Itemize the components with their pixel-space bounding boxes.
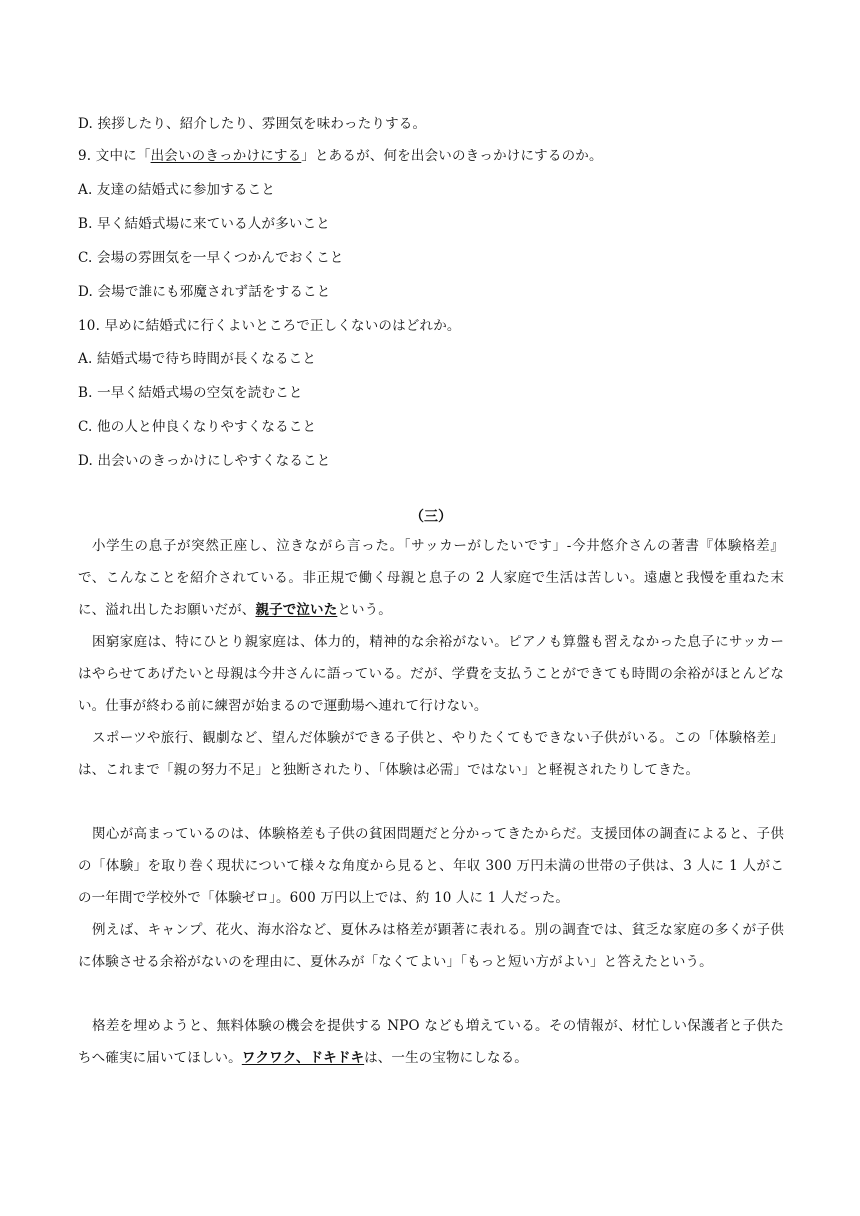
q9-option-c: C. 会場の雰囲気を一早くつかんでおくこと [78, 250, 344, 266]
section-title: （三） [410, 509, 452, 525]
p1-tail: という。 [337, 602, 392, 618]
passage-paragraph-4: 関心が高まっているのは、体験格差も子供の貧困問題だと分かってきたからだ。支援団体の調査によると、子供の「体験」を取り巻く現状について様々な角度から見ると、年収 300 万円未満の世帯の子供は、3 人に 1 人がこの一年間で学校外で「体験ゼロ」。600 万円以上では、約 10 人に 1 人だった。 [78, 826, 784, 906]
q9-option-a: A. 友達の結婚式に参加すること [78, 182, 276, 198]
q9-underlined-phrase: 出会いのきっかけにする [150, 148, 302, 164]
p6-tail: は、一生の宝物にしなる。 [364, 1050, 528, 1066]
q9-option-b: B. 早く結婚式場に来ている人が多いこと [78, 216, 331, 232]
q8-option-d: D. 挨拶したり、紹介したり、雰囲気を味わったりする。 [78, 116, 427, 132]
p1-emphasis: 親子で泣いた [255, 602, 338, 618]
q9-stem-suffix: 」とあるが、何を出会いのきっかけにするのか。 [301, 148, 603, 164]
passage-paragraph-5: 例えば、キャンプ、花火、海水浴など、夏休みは格差が顕著に表れる。別の調査では、貧乏な家庭の多くが子供に体験させる余裕がないのを理由に、夏休みが「なくてよい」「もっと短い方がよい」と答えたという。 [78, 922, 784, 970]
p1-text: 小学生の息子が突然正座し、泣きながら言った。「サッカーがしたいです」-今井悠介さんの著書『体験格差』で、こんなことを紹介されている。非正規で働く母親と息子の 2 人家庭で生活は苦しい。遠慮と我慢を重ねた末に、溢れ出したお願いだが、 [78, 538, 784, 618]
q10-stem: 10. 早めに結婚式に行くよいところで正しくないのはどれか。 [78, 318, 461, 334]
p6-text: 格差を埋めようと、無料体験の機会を提供する NPO なども増えている。その情報が、材忙しい保護者と子供たちへ確実に届いてほしい。 [78, 1018, 784, 1066]
q9-stem [78, 146, 603, 166]
passage-paragraph-2: 困窮家庭は、特にひとり親家庭は、体力的，精神的な余裕がない。ピアノも算盤も習えなかった息子にサッカーはやらせてあげたいと母親は今井さんに語っている。だが、学費を支払うことができても時間の余裕がほとんどない。仕事が終わる前に練習が始まるので運動場へ連れて行けない。 [78, 634, 784, 714]
q10-option-a: A. 結婚式場で待ち時間が長くなること [78, 351, 317, 367]
passage-paragraph-1 [78, 530, 784, 626]
q9-option-d: D. 会場で誰にも邪魔されず話をすること [78, 284, 331, 300]
passage-paragraph-6 [78, 1010, 784, 1074]
q10-option-d: D. 出会いのきっかけにしやすくなること [78, 453, 331, 469]
q9-stem-prefix: 9. 文中に「 [78, 148, 151, 164]
p6-emphasis: ワクワク、ドキドキ [241, 1050, 365, 1066]
q10-option-b: B. 一早く結婚式場の空気を読むこと [78, 385, 303, 401]
passage-paragraph-3: スポーツや旅行、観劇など、望んだ体験ができる子供と、やりたくてもできない子供がいる。この「体験格差」は、これまで「親の努力不足」と独断されたり、「体験は必需」ではない」と軽視されたりしてきた。 [78, 730, 784, 778]
q10-option-c: C. 他の人と仲良くなりやすくなること [78, 419, 317, 435]
